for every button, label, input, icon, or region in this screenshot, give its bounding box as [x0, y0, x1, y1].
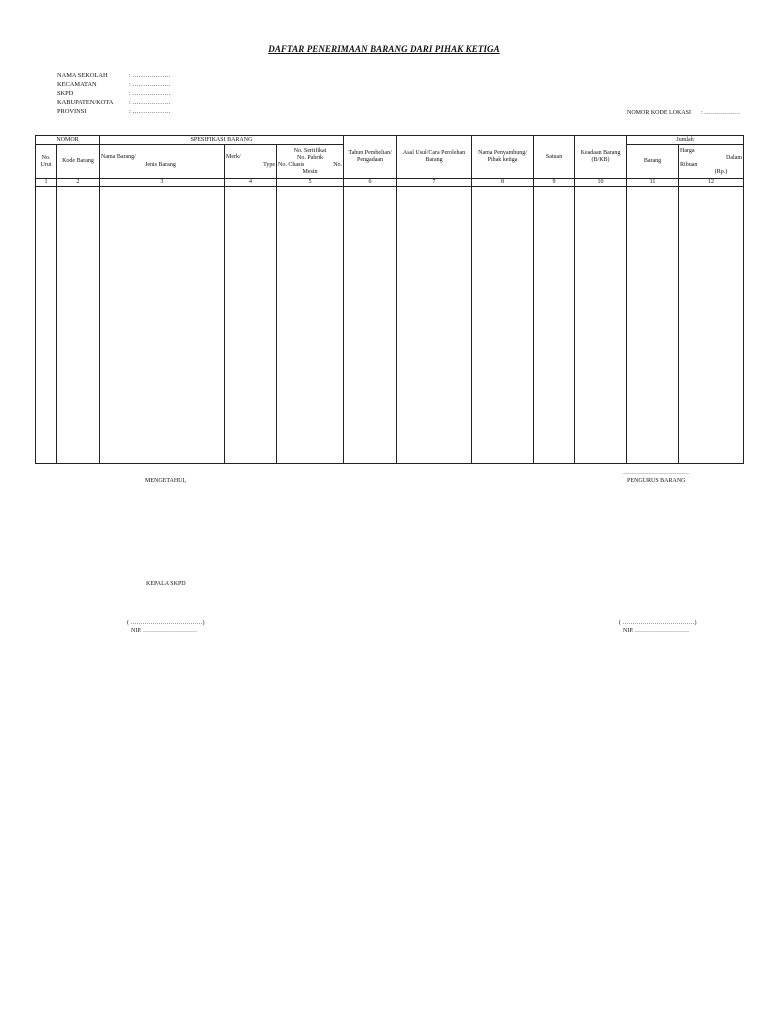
col-number: 3	[100, 179, 225, 187]
header-nama-penyambung: Nama Penyambung/ Pihak ketiga	[472, 136, 534, 179]
info-label: PROVINSI	[57, 107, 87, 115]
header-satuan: Satuan	[534, 136, 575, 179]
info-value: : ………………	[129, 89, 171, 97]
col-number: 9	[534, 179, 575, 187]
info-value: : ………………	[129, 98, 171, 106]
col-number: 12	[679, 179, 744, 187]
header-harga-line4: (Rp.)	[714, 168, 728, 175]
inventory-table	[35, 135, 744, 464]
signature-left-title: MENGETAHUI,	[145, 478, 187, 484]
signature-right-place: ……………………………	[623, 470, 689, 476]
header-merk-line2: Type	[263, 162, 275, 168]
header-sertifikat	[277, 145, 344, 179]
table-cell	[100, 187, 225, 464]
table-cell	[36, 187, 57, 464]
signature-right-name: ( ………………………………)	[619, 620, 697, 626]
info-row-skpd	[57, 90, 171, 99]
header-barang: Barang	[627, 145, 679, 179]
kode-lokasi-value: : ………………	[701, 110, 741, 116]
info-row-nama-sekolah	[57, 72, 171, 81]
table-cell	[627, 187, 679, 464]
info-label: KABUPATEN/KOTA	[57, 98, 114, 106]
info-value: : ………………	[129, 80, 171, 88]
col-number: 6	[344, 179, 397, 187]
table-cell	[679, 187, 744, 464]
table-body-row	[36, 187, 744, 464]
header-asal: Asal Usul/Cara Perolehan Barang	[397, 136, 472, 179]
header-merk	[225, 145, 277, 179]
kode-lokasi	[627, 110, 740, 116]
header-sertifikat-line2: No. Pabrik	[297, 154, 324, 161]
header-sertifikat-line3	[278, 162, 342, 169]
document-title: DAFTAR PENERIMAAN BARANG DARI PIHAK KETIGA	[268, 44, 500, 54]
header-harga	[679, 145, 744, 179]
table-cell	[397, 187, 472, 464]
col-number: 7	[397, 179, 472, 187]
header-harga-line2: Dalam	[726, 154, 743, 161]
signature-right-nip: NIP. ………………………	[623, 628, 690, 634]
table-cell	[472, 187, 534, 464]
col-number: 11	[627, 179, 679, 187]
info-label: KECAMATAN	[57, 80, 97, 88]
col-number: 10	[575, 179, 627, 187]
table-cell	[225, 187, 277, 464]
header-sertifikat-chasis: No. Chasis	[278, 161, 305, 168]
table-cell	[344, 187, 397, 464]
header-no-urut: No. Urut	[36, 145, 57, 179]
header-merk-line1: Merk/	[226, 154, 241, 160]
info-row-kecamatan	[57, 81, 171, 90]
col-number: 1	[36, 179, 57, 187]
header-keadaan: Keadaan Barang (B/KB)	[575, 136, 627, 179]
info-label: NAMA SEKOLAH	[57, 72, 108, 79]
col-number: 5	[277, 179, 344, 187]
header-kode-barang: Kode Barang	[57, 145, 100, 179]
table-cell	[575, 187, 627, 464]
col-number: 4	[225, 179, 277, 187]
table-cell	[57, 187, 100, 464]
header-jumlah: Jumlah	[627, 136, 744, 145]
col-number: 2	[57, 179, 100, 187]
header-nomor: NOMOR	[36, 136, 100, 145]
signature-left-nip: NIP. ………………………	[131, 628, 198, 634]
header-harga-line1: Harga	[680, 147, 695, 154]
info-block	[57, 72, 171, 117]
table-number-row	[36, 179, 744, 187]
header-sertifikat-no: No.	[333, 161, 343, 168]
header-nama-barang	[100, 145, 225, 179]
info-value: : ………………	[129, 72, 171, 79]
table-cell	[277, 187, 344, 464]
signature-left-name: ( ………………………………)	[127, 620, 205, 626]
header-nama-barang-line2: Jenis Barang	[145, 162, 176, 168]
info-label: SKPD	[57, 89, 74, 97]
header-harga-line3: Ribuan	[680, 161, 698, 168]
info-row-provinsi	[57, 108, 171, 117]
table-cell	[534, 187, 575, 464]
header-sertifikat-line4: Mesin	[302, 168, 318, 175]
header-tahun: Tahun Pembelian/ Pengadaan	[344, 136, 397, 179]
table-group-header	[36, 136, 744, 145]
signature-left-role: KEPALA SKPD	[146, 581, 186, 587]
header-sertifikat-line1: No. Sertifikat	[293, 147, 327, 154]
info-row-kabupaten	[57, 99, 171, 108]
kode-lokasi-label: NOMOR KODE LOKASI	[627, 110, 691, 116]
signature-right-role: PENGURUS BARANG	[627, 478, 686, 484]
header-spesifikasi: SPESIFIKASI BARANG	[100, 136, 344, 145]
info-value: : ………………	[129, 107, 171, 115]
header-nama-barang-line1: Nama Barang/	[101, 154, 136, 160]
col-number: 8	[472, 179, 534, 187]
